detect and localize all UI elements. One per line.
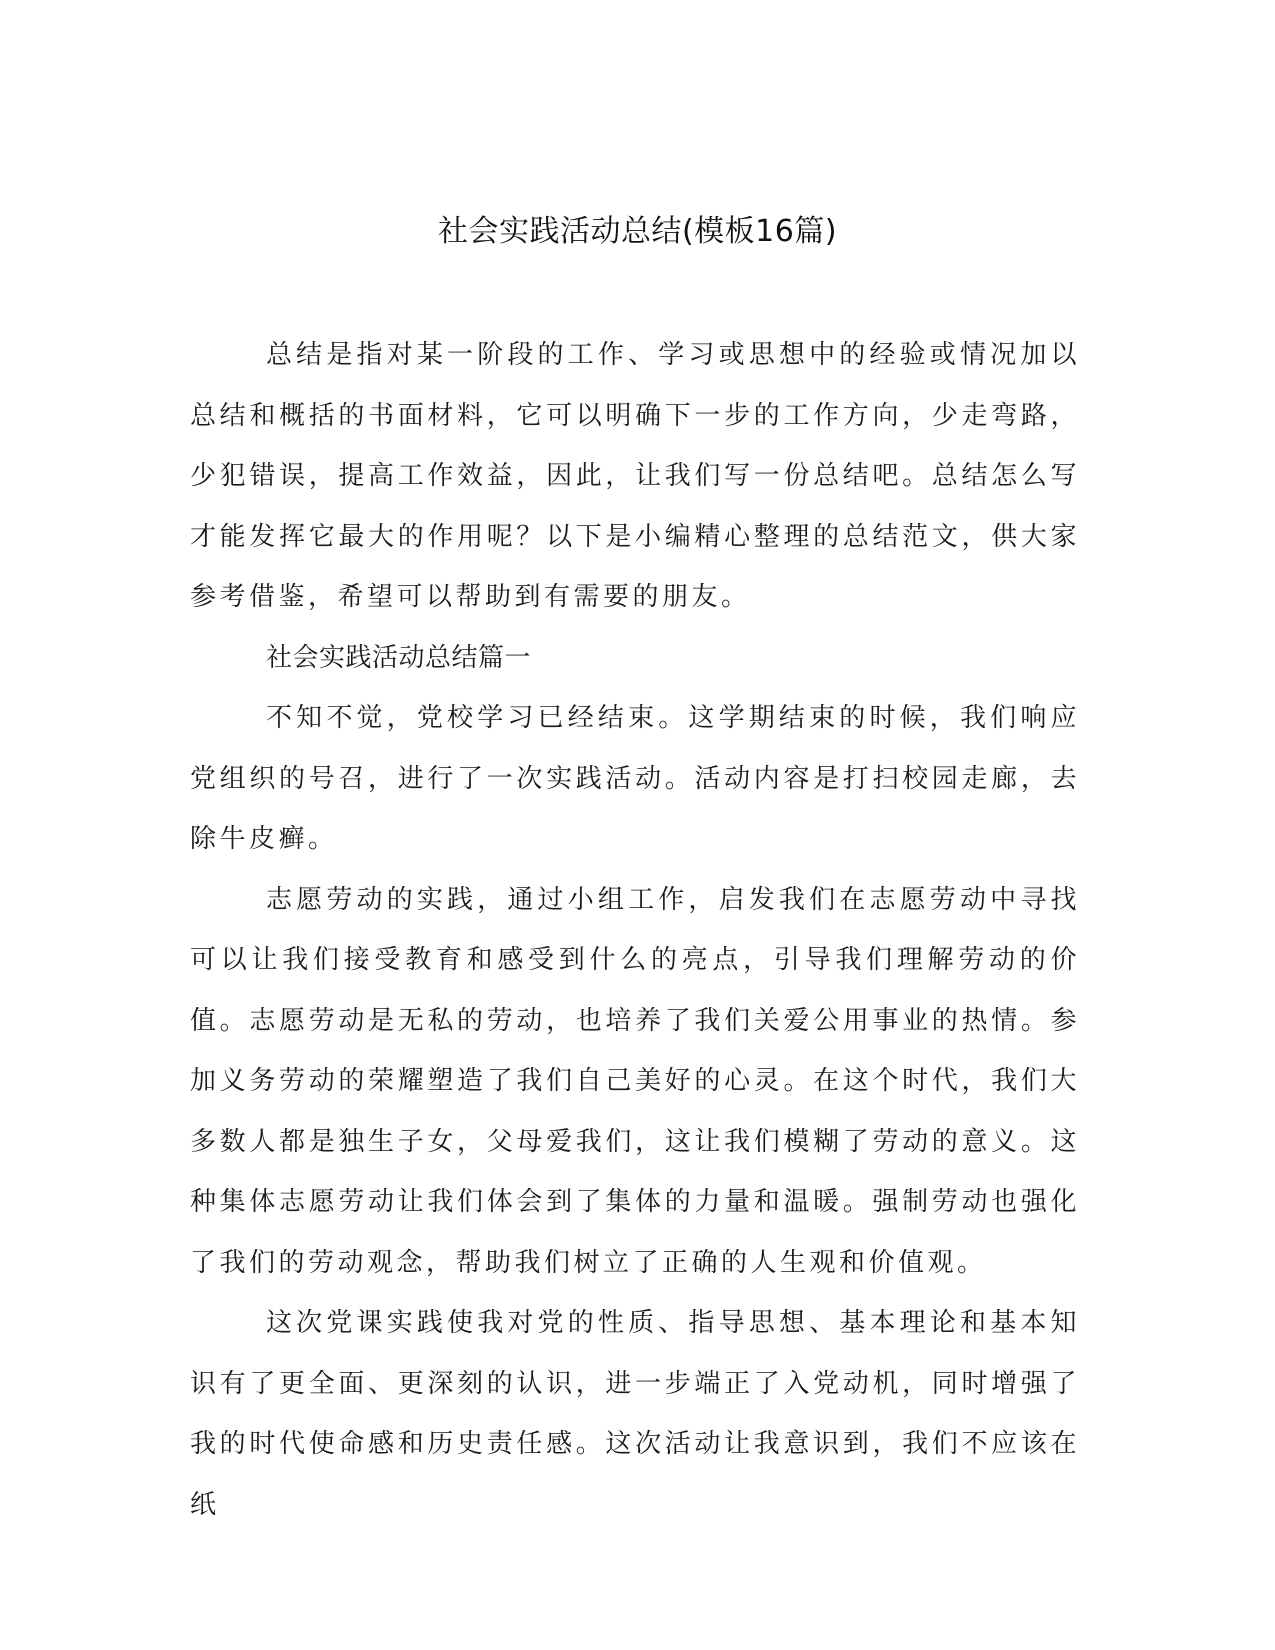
body-paragraph: 志愿劳动的实践，通过小组工作，启发我们在志愿劳动中寻找可以让我们接受教育和感受到什么的亮点，引导我们理解劳动的价值。志愿劳动是无私的劳动，也培养了我们关爱公用事业的热情。参加义务劳动的荣耀塑造了我们自己美好的心灵。在这个时代，我们大多数人都是独生子女，父母爱我们，这让我们模糊了劳动的意义。这种集体志愿劳动让我们体会到了集体的力量和温暖。强制劳动也强化了我们的劳动观念，帮助我们树立了正确的人生观和价值观。 (190, 884, 1080, 1278)
body-paragraph: 这次党课实践使我对党的性质、指导思想、基本理论和基本知识有了更全面、更深刻的认识，进一步端正了入党动机，同时增强了我的时代使命感和历史责任感。这次活动让我意识到，我们不应该在纸 (190, 1308, 1080, 1520)
document-body (190, 325, 1080, 1535)
intro-paragraph: 总结是指对某一阶段的工作、学习或思想中的经验或情况加以总结和概括的书面材料，它可以明确下一步的工作方向，少走弯路，少犯错误，提高工作效益，因此，让我们写一份总结吧。总结怎么写才能发挥它最大的作用呢？以下是小编精心整理的总结范文，供大家参考借鉴，希望可以帮助到有需要的朋友。 (190, 340, 1080, 612)
body-paragraph: 不知不觉，党校学习已经结束。这学期结束的时候，我们响应党组织的号召，进行了一次实践活动。活动内容是打扫校园走廊，去除牛皮癣。 (190, 703, 1080, 854)
section-heading: 社会实践活动总结篇一 (266, 642, 532, 673)
document-title: 社会实践活动总结(模板16篇) (437, 214, 838, 249)
